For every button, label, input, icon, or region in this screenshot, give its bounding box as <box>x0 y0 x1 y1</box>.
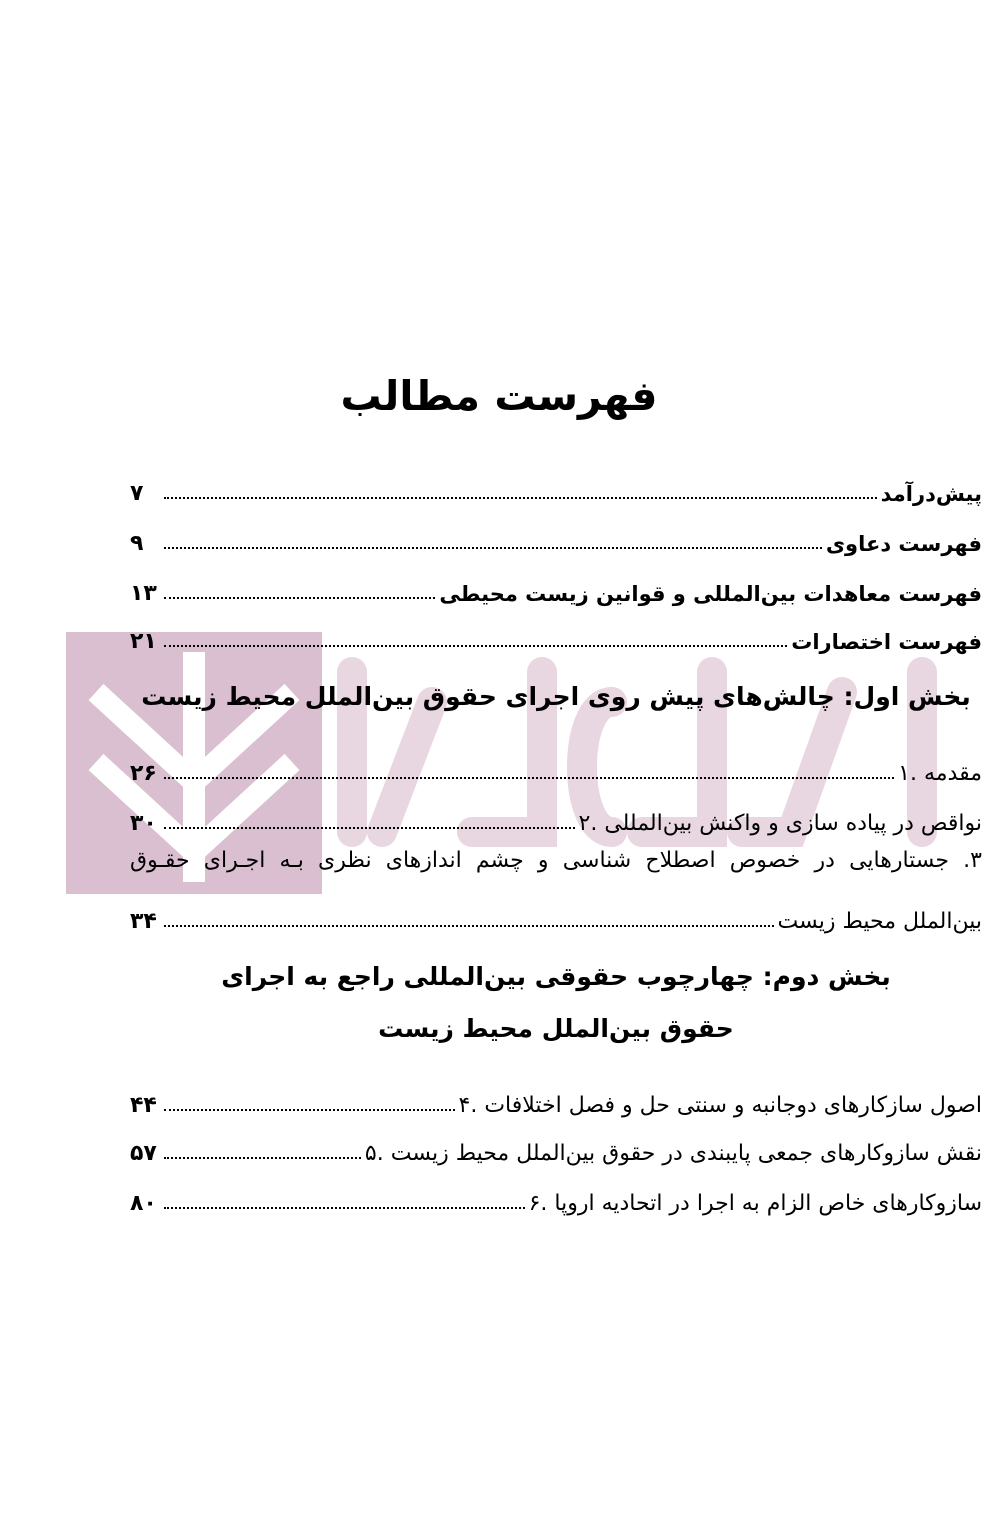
toc-entry-page: ۲۶ <box>130 761 157 786</box>
toc-entry-abbreviations <box>130 618 982 654</box>
toc-entry-label: ۶. سازوکارهای خاص الزام به اجرا در اتحادیه اروپا <box>528 1191 982 1216</box>
toc-entry-chapter-6 <box>130 1180 982 1216</box>
dot-leader <box>164 645 787 647</box>
toc-entry-page: ۳۰ <box>130 811 157 836</box>
toc-entry-chapter-3 <box>130 898 982 934</box>
toc-entry-page: ۴۴ <box>130 1093 157 1118</box>
toc-entry-page: ۵۷ <box>130 1141 157 1166</box>
toc-entry-chapter-4 <box>130 1082 982 1118</box>
toc-entry-label: ۲. نواقص در پیاده سازی و واکنش بین‌المللی <box>578 811 982 836</box>
toc-entry-label: فهرست دعاوی <box>825 532 982 556</box>
toc-entry-label: ۱. مقدمه <box>898 761 982 786</box>
toc-entry-label: فهرست معاهدات بین‌المللی و قوانین زیست محیطی <box>439 582 982 606</box>
dot-leader <box>164 925 774 927</box>
toc-entry-page: ۱۳ <box>130 581 157 606</box>
toc-entry-page: ۷ <box>130 481 144 506</box>
toc-entry-treaties <box>130 570 982 606</box>
toc-entry-page: ۲۱ <box>130 629 157 654</box>
toc-entry-page: ۹ <box>130 531 144 556</box>
toc-entry-chapter-2 <box>130 800 982 836</box>
part1-heading: بخش اول: چالش‌های پیش روی اجرای حقوق بین‌الملل محیط زیست <box>141 682 971 711</box>
dot-leader <box>164 1207 525 1209</box>
part2-heading-line1: بخش دوم: چهارچوب حقوقی بین‌المللی راجع به اجرای <box>221 962 891 991</box>
toc-entry-label: ۵. نقش سازوکارهای جمعی پایبندی در حقوق بین‌الملل محیط زیست <box>364 1141 982 1166</box>
dot-leader <box>164 597 435 599</box>
toc-entry-chapter-5 <box>130 1130 982 1166</box>
toc-entry-page: ۸۰ <box>130 1191 157 1216</box>
dot-leader <box>164 777 894 779</box>
toc-entry-cases <box>130 520 982 556</box>
page-title: فهرست مطالب <box>340 372 658 420</box>
toc-entry-page: ۳۴ <box>130 909 157 934</box>
part2-heading-line2: حقوق بین‌الملل محیط زیست <box>378 1014 734 1043</box>
toc-entry-chapter-3-line1: ۳. جستارهایی در خصوص اصطلاح شناسی و چشم اندازهای نظری بـه اجـرای حقـوق <box>130 848 982 873</box>
toc-entry-label: بین‌الملل محیط زیست <box>777 909 982 934</box>
dot-leader <box>164 497 877 499</box>
toc-entry-chapter-1 <box>130 750 982 786</box>
dot-leader <box>164 547 822 549</box>
dot-leader <box>164 1157 361 1159</box>
toc-entry-label: فهرست اختصارات <box>791 630 982 654</box>
dot-leader <box>164 827 575 829</box>
toc-entry-label: ۴. اصول سازکارهای دوجانبه و سنتی حل و فصل اختلافات <box>458 1093 982 1118</box>
dot-leader <box>164 1109 455 1111</box>
toc-entry-label: پیش‌درآمد <box>880 482 982 506</box>
toc-entry-preface <box>130 470 982 506</box>
